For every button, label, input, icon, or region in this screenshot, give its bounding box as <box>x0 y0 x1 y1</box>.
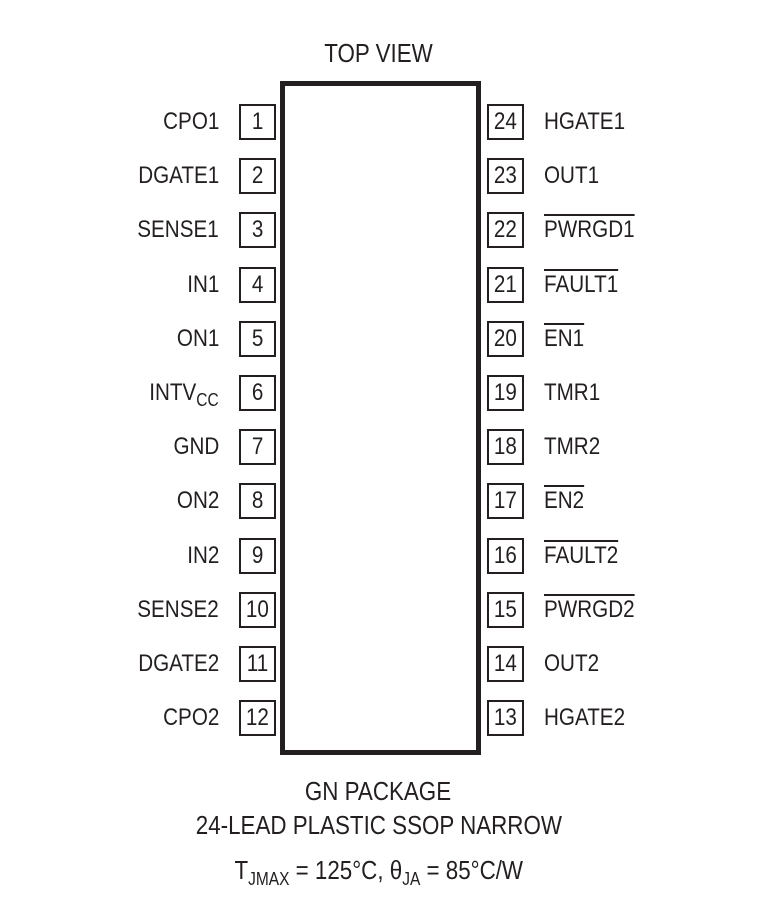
pin-21-label: FAULT1 <box>544 271 619 298</box>
pin-4-label: IN1 <box>186 271 219 298</box>
tjmax-symbol: T <box>234 855 248 885</box>
theta-symbol: θ <box>389 855 402 885</box>
pin-3-number: 3 <box>239 212 276 248</box>
package-description: 24-LEAD PLASTIC SSOP NARROW <box>195 810 562 840</box>
pin-15-label: PWRGD2 <box>544 596 635 623</box>
pin-23-label: OUT1 <box>544 162 600 189</box>
pin-5-number: 5 <box>239 321 276 357</box>
pin-12-label: CPO2 <box>162 704 219 731</box>
pin-16-number: 16 <box>487 538 524 574</box>
pin-3-label: SENSE1 <box>137 216 219 243</box>
pin-17-label: EN2 <box>544 487 585 514</box>
pin-4-number: 4 <box>239 267 276 303</box>
pin-5-label: ON1 <box>176 325 219 352</box>
pin-11-number: 11 <box>239 646 276 682</box>
pin-7-label: GND <box>173 433 219 460</box>
package-name: GN PACKAGE <box>305 776 452 806</box>
tjmax-subscript: JMAX <box>247 869 290 889</box>
pin-20-number: 20 <box>487 321 524 357</box>
pin-24-number: 24 <box>487 104 524 140</box>
pin-13-label: HGATE2 <box>544 704 626 731</box>
pin-13-number: 13 <box>487 700 524 736</box>
thermal-spec <box>0 855 757 889</box>
pin-9-number: 9 <box>239 538 276 574</box>
pin-14-number: 14 <box>487 646 524 682</box>
pin-24-label: HGATE1 <box>544 108 626 135</box>
pin-14-label: OUT2 <box>544 650 600 677</box>
pin-6-number: 6 <box>239 375 276 411</box>
pin-18-label: TMR2 <box>544 433 601 460</box>
pin-20-label: EN1 <box>544 325 585 352</box>
pin-15-number: 15 <box>487 592 524 628</box>
pin-16-label: FAULT2 <box>544 542 619 569</box>
pin-21-number: 21 <box>487 267 524 303</box>
pin-2-number: 2 <box>239 158 276 194</box>
pin-1-label: CPO1 <box>162 108 219 135</box>
pin-22-label: PWRGD1 <box>544 216 635 243</box>
pin-12-number: 12 <box>239 700 276 736</box>
pin-11-label: DGATE2 <box>137 650 219 677</box>
pin-10-number: 10 <box>239 592 276 628</box>
pin-23-number: 23 <box>487 158 524 194</box>
pin-19-label: TMR1 <box>544 379 601 406</box>
title: TOP VIEW <box>324 38 433 68</box>
pin-17-number: 17 <box>487 483 524 519</box>
tjmax-value: = 125°C, <box>289 855 390 885</box>
pin-19-number: 19 <box>487 375 524 411</box>
ic-package-body <box>280 81 481 755</box>
theta-value: = 85°C/W <box>420 855 523 885</box>
pin-18-number: 18 <box>487 429 524 465</box>
theta-subscript: JA <box>401 869 421 889</box>
pin-2-label: DGATE1 <box>137 162 219 189</box>
pin-6-label: $INTV_{CC}$ <box>149 379 219 410</box>
pin-22-number: 22 <box>487 212 524 248</box>
pin-9-label: IN2 <box>186 542 219 569</box>
pin-1-number: 1 <box>239 104 276 140</box>
pin-8-number: 8 <box>239 483 276 519</box>
pin-10-label: SENSE2 <box>137 596 219 623</box>
pin-7-number: 7 <box>239 429 276 465</box>
pin-8-label: ON2 <box>176 487 219 514</box>
